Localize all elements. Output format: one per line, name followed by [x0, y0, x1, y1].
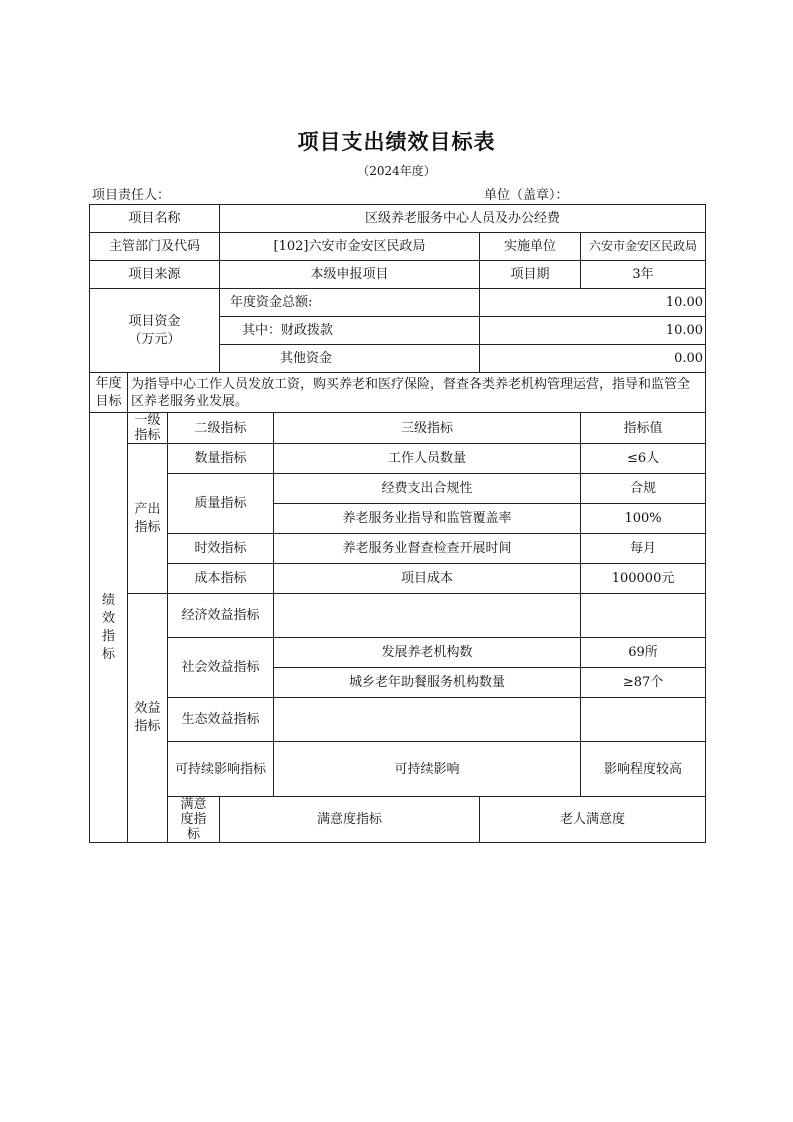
indicator-value-header: 指标值 [581, 413, 706, 444]
project-funds-label [90, 289, 220, 373]
goal-label-line1: 年度 [95, 375, 122, 391]
quantity-value: ≤6人 [581, 444, 706, 474]
outer-char-1: 绩 [101, 592, 115, 608]
level3-header: 三级指标 [274, 413, 581, 444]
outer-char-3: 指 [101, 628, 115, 644]
sustainable-item: 可持续影响 [274, 742, 581, 797]
ecological-benefit-indicator: 生态效益指标 [168, 698, 274, 742]
cost-indicator: 成本指标 [168, 564, 274, 594]
ecological-benefit-item [274, 698, 581, 742]
benefit-label-a: 效益 [134, 701, 161, 716]
page-title: 项目支出绩效目标表 [297, 130, 496, 154]
quantity-item: 工作人员数量 [274, 444, 581, 474]
row-source [90, 261, 706, 289]
cost-item: 项目成本 [274, 564, 581, 594]
quality-value-1: 合规 [581, 474, 706, 504]
fiscal-allocation-value: 10.00 [480, 317, 706, 345]
ecological-benefit-value [581, 698, 706, 742]
social-value-2: ≥87个 [581, 668, 706, 698]
implementing-unit-value: 六安市金安区民政局 [581, 233, 706, 261]
economic-benefit-item [274, 594, 581, 638]
satisfaction-label-b: 度指 [180, 812, 207, 827]
timeliness-indicator: 时效指标 [168, 534, 274, 564]
project-source-label: 项目来源 [90, 261, 220, 289]
project-source-value: 本级申报项目 [220, 261, 480, 289]
benefit-label-b: 指标 [134, 719, 161, 734]
row-timeliness [90, 534, 706, 564]
quality-value-2: 100% [581, 504, 706, 534]
other-funds-value: 0.00 [480, 345, 706, 373]
funds-label-line1: 项目资金 [128, 313, 181, 329]
department-label: 主管部门及代码 [90, 233, 220, 261]
row-indicator-header [90, 413, 706, 444]
social-benefit-indicator: 社会效益指标 [168, 638, 274, 698]
row-quality-1 [90, 474, 706, 504]
row-satisfaction [90, 797, 706, 843]
performance-target-table [89, 204, 706, 843]
output-indicator-label [128, 444, 168, 594]
benefit-indicator-label [128, 594, 168, 843]
satisfaction-label-a: 满意 [180, 797, 207, 812]
row-economic [90, 594, 706, 638]
annual-goal-label [90, 373, 128, 413]
outer-char-2: 效 [101, 610, 115, 626]
level1-header-a: 一级 [134, 413, 161, 428]
unit-seal-label: 单位（盖章）： [484, 188, 569, 203]
cost-value: 100000元 [581, 564, 706, 594]
project-name-label: 项目名称 [90, 205, 220, 233]
outer-char-4: 标 [101, 646, 115, 662]
social-item-1: 发展养老机构数 [274, 638, 581, 668]
output-label-a: 产出 [134, 501, 161, 517]
satisfaction-level1-label [168, 797, 220, 843]
sustainable-value: 影响程度较高 [581, 742, 706, 797]
level1-header [128, 413, 168, 444]
economic-benefit-value [581, 594, 706, 638]
row-quantity [90, 444, 706, 474]
row-annual-goal [90, 373, 706, 413]
row-ecological [90, 698, 706, 742]
timeliness-item: 养老服务业督查检查开展时间 [274, 534, 581, 564]
other-funds-label: 其他资金 [220, 345, 480, 373]
annual-goal-text: 为指导中心工作人员发放工资，购买养老和医疗保险，督查各类养老机构管理运营，指导和监管全区养老服务业发展。 [128, 373, 706, 413]
quantity-indicator: 数量指标 [168, 444, 274, 474]
timeliness-value: 每月 [581, 534, 706, 564]
quality-indicator: 质量指标 [168, 474, 274, 534]
department-value: [102]六安市金安区民政局 [220, 233, 480, 261]
row-fund-total [90, 289, 706, 317]
social-value-1: 69所 [581, 638, 706, 668]
performance-indicator-label [90, 413, 128, 843]
row-social-1 [90, 638, 706, 668]
funds-label-line2: （万元） [128, 331, 181, 347]
quality-item-2: 养老服务业指导和监管覆盖率 [274, 504, 581, 534]
row-sustainable [90, 742, 706, 797]
fiscal-allocation-label: 其中：财政拨款 [220, 317, 480, 345]
row-project-name [90, 205, 706, 233]
annual-total-value: 10.00 [480, 289, 706, 317]
project-name-value: 区级养老服务中心人员及办公经费 [220, 205, 706, 233]
satisfaction-label-c: 标 [187, 827, 201, 842]
row-cost [90, 564, 706, 594]
quality-item-1: 经费支出合规性 [274, 474, 581, 504]
project-period-value: 3年 [581, 261, 706, 289]
satisfaction-indicator: 满意度指标 [220, 797, 480, 843]
social-item-2: 城乡老年助餐服务机构数量 [274, 668, 581, 698]
project-period-label: 项目期 [480, 261, 581, 289]
economic-benefit-indicator: 经济效益指标 [168, 594, 274, 638]
responsible-person-label: 项目责任人： [92, 188, 171, 203]
sustainable-indicator: 可持续影响指标 [168, 742, 274, 797]
satisfaction-item: 老人满意度 [480, 797, 706, 843]
level2-header: 二级指标 [168, 413, 274, 444]
implementing-unit-label: 实施单位 [480, 233, 581, 261]
annual-total-label: 年度资金总额: [220, 289, 480, 317]
row-department [90, 233, 706, 261]
level1-header-b: 指标 [134, 428, 161, 443]
year-subtitle: （2024年度） [357, 164, 436, 178]
goal-label-line2: 目标 [95, 393, 122, 409]
output-label-b: 指标 [134, 519, 161, 535]
